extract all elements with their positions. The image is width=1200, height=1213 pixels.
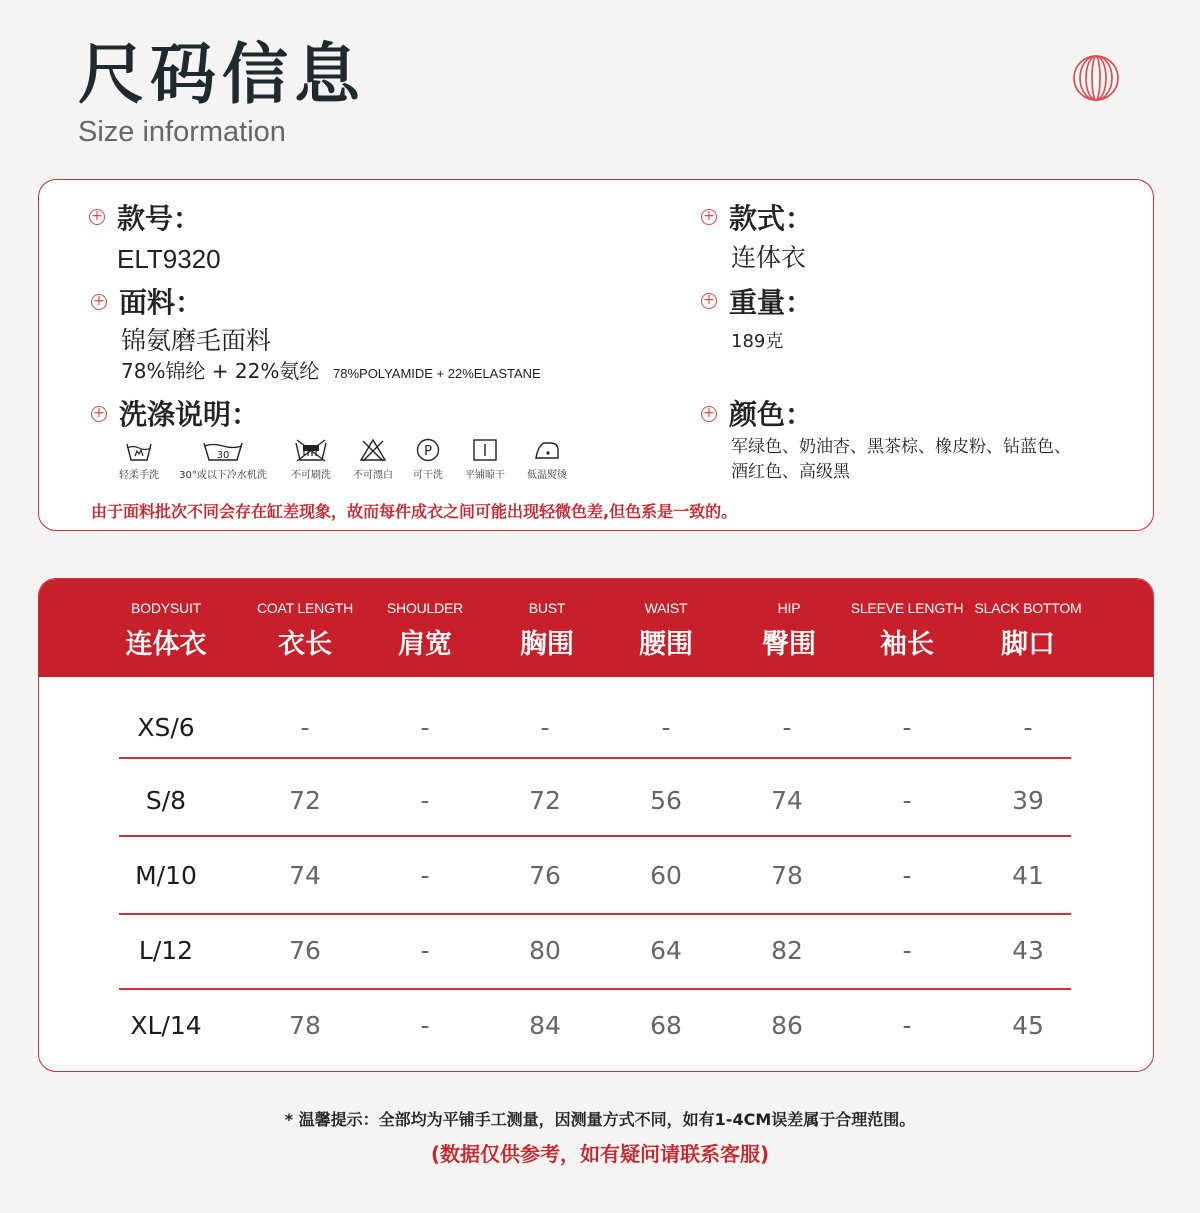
column-header-hip <box>724 579 854 661</box>
fabric-label: 面料： <box>119 286 204 319</box>
care-item-label: 低温熨烫 <box>527 470 567 481</box>
hip-cell: 82 <box>771 936 803 965</box>
size-table-header <box>39 579 1153 677</box>
size-cell: XL/14 <box>130 1011 202 1040</box>
size-cell: XS/6 <box>137 713 195 742</box>
column-header-bodysuit <box>101 579 231 661</box>
bust-cell: 80 <box>529 936 561 965</box>
column-header-cn: 胸围 <box>520 629 574 660</box>
care-item-label: 可干洗 <box>413 470 443 481</box>
hip-cell: 74 <box>771 786 803 815</box>
plus-circle-icon: + <box>91 294 107 310</box>
low-iron-icon <box>533 438 561 462</box>
shoulder-cell: - <box>420 786 430 815</box>
column-header-cn: 衣长 <box>278 629 332 660</box>
row-divider <box>119 835 1071 837</box>
slack-bottom-cell: 43 <box>1012 936 1044 965</box>
size-cell: S/8 <box>145 786 187 815</box>
column-header-slack-bottom <box>963 579 1093 661</box>
column-header-en: COAT LENGTH <box>256 600 354 616</box>
hip-cell: 78 <box>771 861 803 890</box>
care-item-label: 平铺晾干 <box>465 470 505 481</box>
care-item-no-brush <box>283 438 339 481</box>
sleeve-length-cell: - <box>902 861 912 890</box>
slack-bottom-cell: 41 <box>1012 861 1044 890</box>
page-title-en: Size information <box>78 116 286 148</box>
fabric-value: 锦氨磨毛面料 <box>121 326 272 355</box>
column-header-en: SLEEVE LENGTH <box>850 600 964 616</box>
svg-text:30: 30 <box>216 450 230 461</box>
size-cell: M/10 <box>135 861 197 890</box>
wash-30-icon <box>202 438 244 462</box>
color-values-line1: 军绿色、奶油杏、黑茶棕、橡皮粉、钻蓝色、 <box>731 437 1071 457</box>
waist-cell: 60 <box>650 861 682 890</box>
sleeve-length-cell: - <box>902 936 912 965</box>
svg-text:P: P <box>424 444 432 459</box>
column-header-en: WAIST <box>644 600 688 616</box>
column-header-shoulder <box>360 579 490 661</box>
table-row <box>119 763 1071 839</box>
care-item-label: 不可刷洗 <box>291 470 331 481</box>
table-row <box>119 690 1071 766</box>
waist-cell: - <box>661 713 671 742</box>
coat-length-cell: 78 <box>289 1011 321 1040</box>
care-icons-row <box>117 438 587 488</box>
column-header-en: SLACK BOTTOM <box>974 600 1082 616</box>
color-difference-note: 由于面料批次不同会存在缸差现象，故而每件成衣之间可能出现轻微色差,但色系是一致的。 <box>91 502 738 521</box>
care-item-wash-30 <box>175 438 271 481</box>
slack-bottom-cell: 45 <box>1012 1011 1044 1040</box>
no-bleach-icon <box>359 438 387 462</box>
size-cell: L/12 <box>138 936 194 965</box>
measurement-tip: * 温馨提示：全部均为平铺手工测量，因测量方式不同，如有1-4CM误差属于合理范围。 <box>284 1110 916 1129</box>
table-row <box>119 988 1071 1064</box>
flat-dry-icon <box>472 438 498 462</box>
weight-label: 重量： <box>729 286 814 319</box>
column-header-en: SHOULDER <box>386 600 464 616</box>
style-no-label: 款号： <box>117 202 202 235</box>
care-item-dry-clean <box>403 438 453 481</box>
red-rings-icon <box>1070 52 1122 104</box>
care-item-label: 不可漂白 <box>353 470 393 481</box>
column-header-en: HIP <box>777 600 801 616</box>
shoulder-cell: - <box>420 861 430 890</box>
no-brush-icon <box>293 438 329 462</box>
hip-cell: 86 <box>771 1011 803 1040</box>
hand-wash-icon <box>125 438 153 462</box>
care-label: 洗涤说明： <box>119 398 260 431</box>
column-header-bust <box>482 579 612 661</box>
shoulder-cell: - <box>420 1011 430 1040</box>
shoulder-cell: - <box>420 936 430 965</box>
style-no-value: ELT9320 <box>117 244 221 274</box>
bust-cell: 76 <box>529 861 561 890</box>
color-label: 颜色： <box>729 398 814 431</box>
coat-length-cell: 76 <box>289 936 321 965</box>
bust-cell: - <box>540 713 550 742</box>
row-divider <box>119 757 1071 759</box>
slack-bottom-cell: 39 <box>1012 786 1044 815</box>
column-header-sleeve-length <box>842 579 972 661</box>
sleeve-length-cell: - <box>902 1011 912 1040</box>
shoulder-cell: - <box>420 713 430 742</box>
care-item-hand-wash <box>117 438 161 481</box>
care-item-low-iron <box>519 438 575 481</box>
care-item-flat-dry <box>457 438 513 481</box>
coat-length-cell: - <box>300 713 310 742</box>
plus-circle-icon: + <box>701 293 717 309</box>
waist-cell: 56 <box>650 786 682 815</box>
slack-bottom-cell: - <box>1023 713 1033 742</box>
plus-circle-icon: + <box>701 406 717 422</box>
column-header-cn: 腰围 <box>639 629 693 660</box>
column-header-cn: 肩宽 <box>398 629 452 660</box>
column-header-en: BODYSUIT <box>131 600 201 616</box>
waist-cell: 64 <box>650 936 682 965</box>
reference-disclaimer: (数据仅供参考，如有疑问请联系客服) <box>430 1142 770 1166</box>
table-row <box>119 838 1071 914</box>
table-row <box>119 913 1071 989</box>
column-header-waist <box>601 579 731 661</box>
style-value: 连体衣 <box>731 243 807 272</box>
column-header-cn: 连体衣 <box>125 629 207 660</box>
coat-length-cell: 72 <box>289 786 321 815</box>
column-header-en: BUST <box>528 600 566 616</box>
column-header-cn: 臀围 <box>762 629 816 660</box>
style-label: 款式： <box>729 202 814 235</box>
sleeve-length-cell: - <box>902 786 912 815</box>
color-values-line2: 酒红色、高级黑 <box>731 462 850 482</box>
size-table <box>38 578 1154 1072</box>
coat-length-cell: 74 <box>289 861 321 890</box>
plus-circle-icon: + <box>701 209 717 225</box>
plus-circle-icon: + <box>91 406 107 422</box>
column-header-cn: 袖长 <box>880 629 934 660</box>
weight-value: 189克 <box>731 331 784 352</box>
fabric-composition-cn: 78%锦纶 + 22%氨纶 <box>121 359 320 383</box>
bust-cell: 72 <box>529 786 561 815</box>
page-title-cn: 尺码信息 <box>78 36 366 113</box>
bust-cell: 84 <box>529 1011 561 1040</box>
dry-clean-icon <box>415 438 441 462</box>
column-header-coat-length <box>240 579 370 661</box>
care-item-no-bleach <box>345 438 401 481</box>
care-item-label: 轻柔手洗 <box>119 470 159 481</box>
care-item-label: 30°或以下冷水机洗 <box>179 470 267 481</box>
product-info-card <box>38 179 1154 531</box>
sleeve-length-cell: - <box>902 713 912 742</box>
waist-cell: 68 <box>650 1011 682 1040</box>
hip-cell: - <box>782 713 792 742</box>
column-header-cn: 脚口 <box>1001 629 1055 660</box>
fabric-composition-en: 78%POLYAMIDE + 22%ELASTANE <box>333 366 541 381</box>
plus-circle-icon: + <box>89 209 105 225</box>
